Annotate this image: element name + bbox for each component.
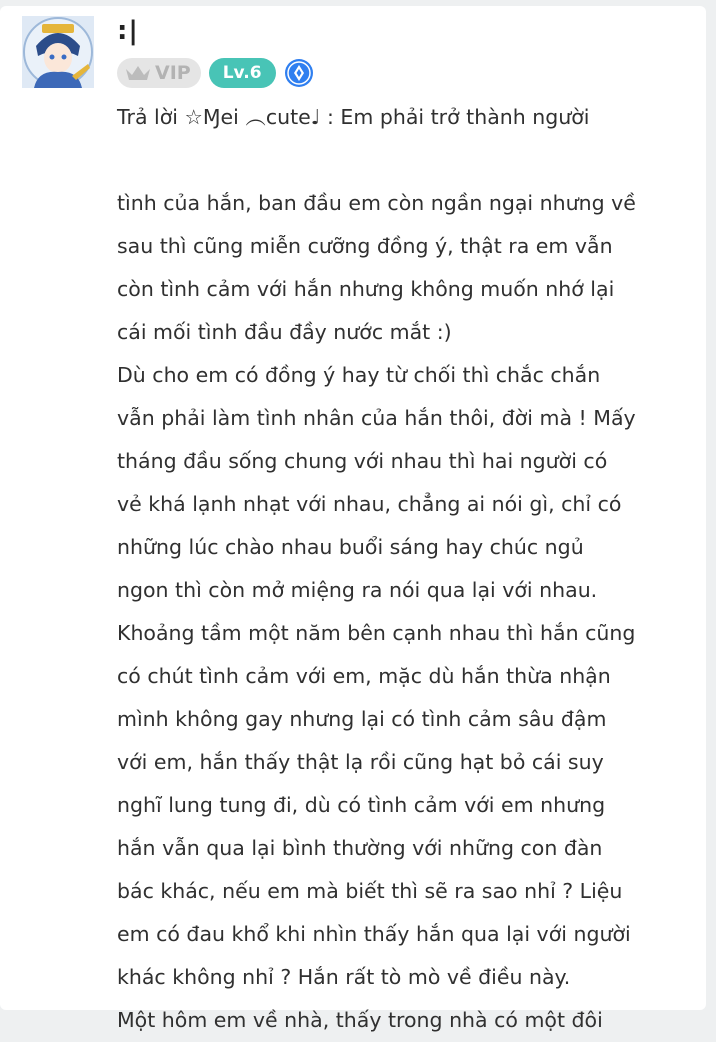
- body-line: mình không gay nhưng lại có tình cảm sâu đậm: [117, 707, 607, 731]
- avatar[interactable]: [22, 16, 94, 88]
- body-line: vẻ khá lạnh nhạt với nhau, chẳng ai nói gì, chỉ có: [117, 492, 622, 516]
- body-line: Dù cho em có đồng ý hay từ chối thì chắc chắn: [117, 363, 601, 387]
- vip-label: VIP: [155, 62, 191, 84]
- username[interactable]: :|: [117, 16, 139, 46]
- comment-body: [117, 96, 692, 1042]
- level-badge: Lv.6: [209, 58, 276, 88]
- body-line: tháng đầu sống chung với nhau thì hai người có: [117, 449, 608, 473]
- blank-line: [117, 139, 692, 182]
- avatar-image: [22, 16, 94, 88]
- body-line: bác khác, nếu em mà biết thì sẽ ra sao nhỉ ? Liệu: [117, 879, 623, 903]
- body-line: em có đau khổ khi nhìn thấy hắn qua lại với người: [117, 922, 631, 946]
- body-line: còn tình cảm với hắn nhưng không muốn nhớ lại: [117, 277, 615, 301]
- body-line: ngon thì còn mở miệng ra nói qua lại với nhau.: [117, 578, 598, 602]
- body-line: Một hôm em về nhà, thấy trong nhà có một đôi: [117, 1008, 603, 1032]
- body-line: có chút tình cảm với em, mặc dù hắn thừa nhận: [117, 664, 611, 688]
- body-line: những lúc chào nhau buổi sáng hay chúc ngủ: [117, 535, 584, 559]
- body-line: cái mối tình đầu đầy nước mắt :): [117, 320, 452, 344]
- body-line: nghĩ lung tung đi, dù có tình cảm với em nhưng: [117, 793, 606, 817]
- reply-prefix: Trả lời: [117, 105, 178, 129]
- body-line: với em, hắn thấy thật lạ rồi cũng hạt bỏ cái suy: [117, 750, 604, 774]
- body-line: Khoảng tầm một năm bên cạnh nhau thì hắn cũng: [117, 621, 636, 645]
- vip-badge: [117, 58, 201, 88]
- reply-first-text: Em phải trở thành người: [340, 105, 590, 129]
- comment-card: [0, 6, 706, 1032]
- reply-target-user[interactable]: ☆Ɱei ︵cute♩: [184, 105, 321, 129]
- body-line: hắn vẫn qua lại bình thường với những con đàn: [117, 836, 603, 860]
- body-line: vẫn phải làm tình nhân của hắn thôi, đời mà ! Mấy: [117, 406, 636, 430]
- reply-line: [117, 96, 692, 139]
- body-line: tình của hắn, ban đầu em còn ngần ngại nhưng về: [117, 191, 636, 215]
- body-line: sau thì cũng miễn cưỡng đồng ý, thật ra em vẫn: [117, 234, 613, 258]
- body-line: khác không nhỉ ? Hắn rất tò mò về điều này.: [117, 965, 571, 989]
- shield-icon: [284, 58, 314, 88]
- reply-separator: :: [320, 105, 341, 129]
- crown-icon: [125, 64, 151, 82]
- badge-row: [117, 58, 314, 88]
